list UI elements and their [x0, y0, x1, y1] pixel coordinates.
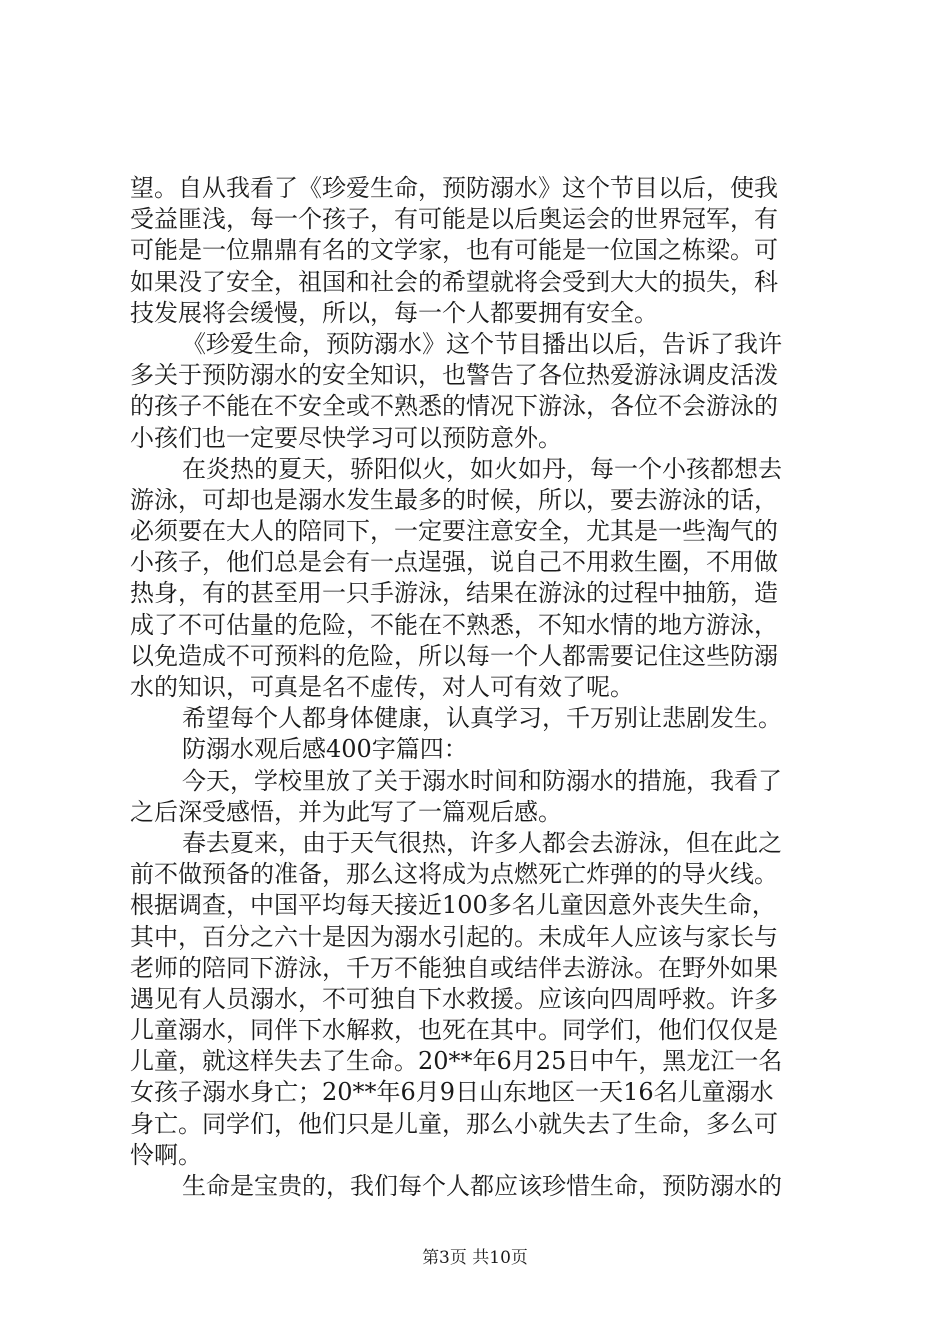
text-line: 以免造成不可预料的危险，所以每一个人都需要记住这些防溺 [130, 641, 778, 670]
text-line: 春去夏来，由于天气很热，许多人都会去游泳，但在此之 [182, 828, 782, 857]
text-line: 的孩子不能在不安全或不熟悉的情况下游泳，各位不会游泳的 [130, 392, 778, 421]
text-line: 儿童，就这样失去了生命。20**年6月25日中午，黑龙江一名 [130, 1047, 783, 1076]
text-line: 可能是一位鼎鼎有名的文学家，也有可能是一位国之栋梁。可 [130, 236, 778, 265]
text-line: 游泳，可却也是溺水发生最多的时候，所以，要去游泳的话， [130, 485, 778, 514]
text-line: 小孩们也一定要尽快学习可以预防意外。 [130, 423, 562, 452]
text-line: 热身，有的甚至用一只手游泳，结果在游泳的过程中抽筋，造 [130, 579, 778, 608]
text-line: 怜啊。 [130, 1140, 202, 1169]
text-line: 《珍爱生命，预防溺水》这个节目播出以后，告诉了我许 [182, 329, 782, 358]
text-line: 希望每个人都身体健康，认真学习，千万别让悲剧发生。 [182, 704, 782, 733]
text-line: 如果没了安全，祖国和社会的希望就将会受到大大的损失，科 [130, 267, 778, 296]
text-line: 技发展将会缓慢，所以，每一个人都要拥有安全。 [130, 298, 658, 327]
text-line: 成了不可估量的危险，不能在不熟悉，不知水情的地方游泳， [130, 610, 778, 639]
text-line: 多关于预防溺水的安全知识，也警告了各位热爱游泳调皮活泼 [130, 361, 778, 390]
text-line: 之后深受感悟，并为此写了一篇观后感。 [130, 797, 562, 826]
text-line: 生命是宝贵的，我们每个人都应该珍惜生命，预防溺水的 [182, 1172, 782, 1200]
text-line: 其中，百分之六十是因为溺水引起的。未成年人应该与家长与 [130, 922, 778, 951]
page-footer: 第3页 共10页 [422, 1248, 528, 1268]
text-line: 儿童溺水，同伴下水解救，也死在其中。同学们，他们仅仅是 [130, 1016, 778, 1045]
text-line: 前不做预备的准备，那么这将成为点燃死亡炸弹的的导火线。 [130, 860, 778, 889]
text-line: 必须要在大人的陪同下，一定要注意安全，尤其是一些淘气的 [130, 517, 778, 546]
text-line: 受益匪浅，每一个孩子，有可能是以后奥运会的世界冠军，有 [130, 205, 778, 234]
text-line: 身亡。同学们，他们只是儿童，那么小就失去了生命，多么可 [130, 1109, 778, 1138]
document-body [130, 173, 830, 1202]
text-line: 老师的陪同下游泳，千万不能独自或结伴去游泳。在野外如果 [130, 953, 778, 982]
text-line: 今天，学校里放了关于溺水时间和防溺水的措施，我看了 [182, 766, 782, 795]
text-line: 遇见有人员溺水，不可独自下水救援。应该向四周呼救。许多 [130, 984, 778, 1013]
text-line: 望。自从我看了《珍爱生命，预防溺水》这个节目以后，使我 [130, 174, 778, 202]
text-line: 在炎热的夏天，骄阳似火，如火如丹，每一个小孩都想去 [182, 454, 782, 483]
text-line: 女孩子溺水身亡；20**年6月9日山东地区一天16名儿童溺水 [130, 1078, 774, 1107]
text-line: 水的知识，可真是名不虚传，对人可有效了呢。 [130, 673, 634, 701]
text-line: 根据调查，中国平均每天接近100多名儿童因意外丧失生命， [130, 891, 776, 920]
text-line: 防溺水观后感400字篇四： [182, 735, 468, 764]
text-line: 小孩子，他们总是会有一点逞强，说自己不用救生圈，不用做 [130, 548, 778, 577]
